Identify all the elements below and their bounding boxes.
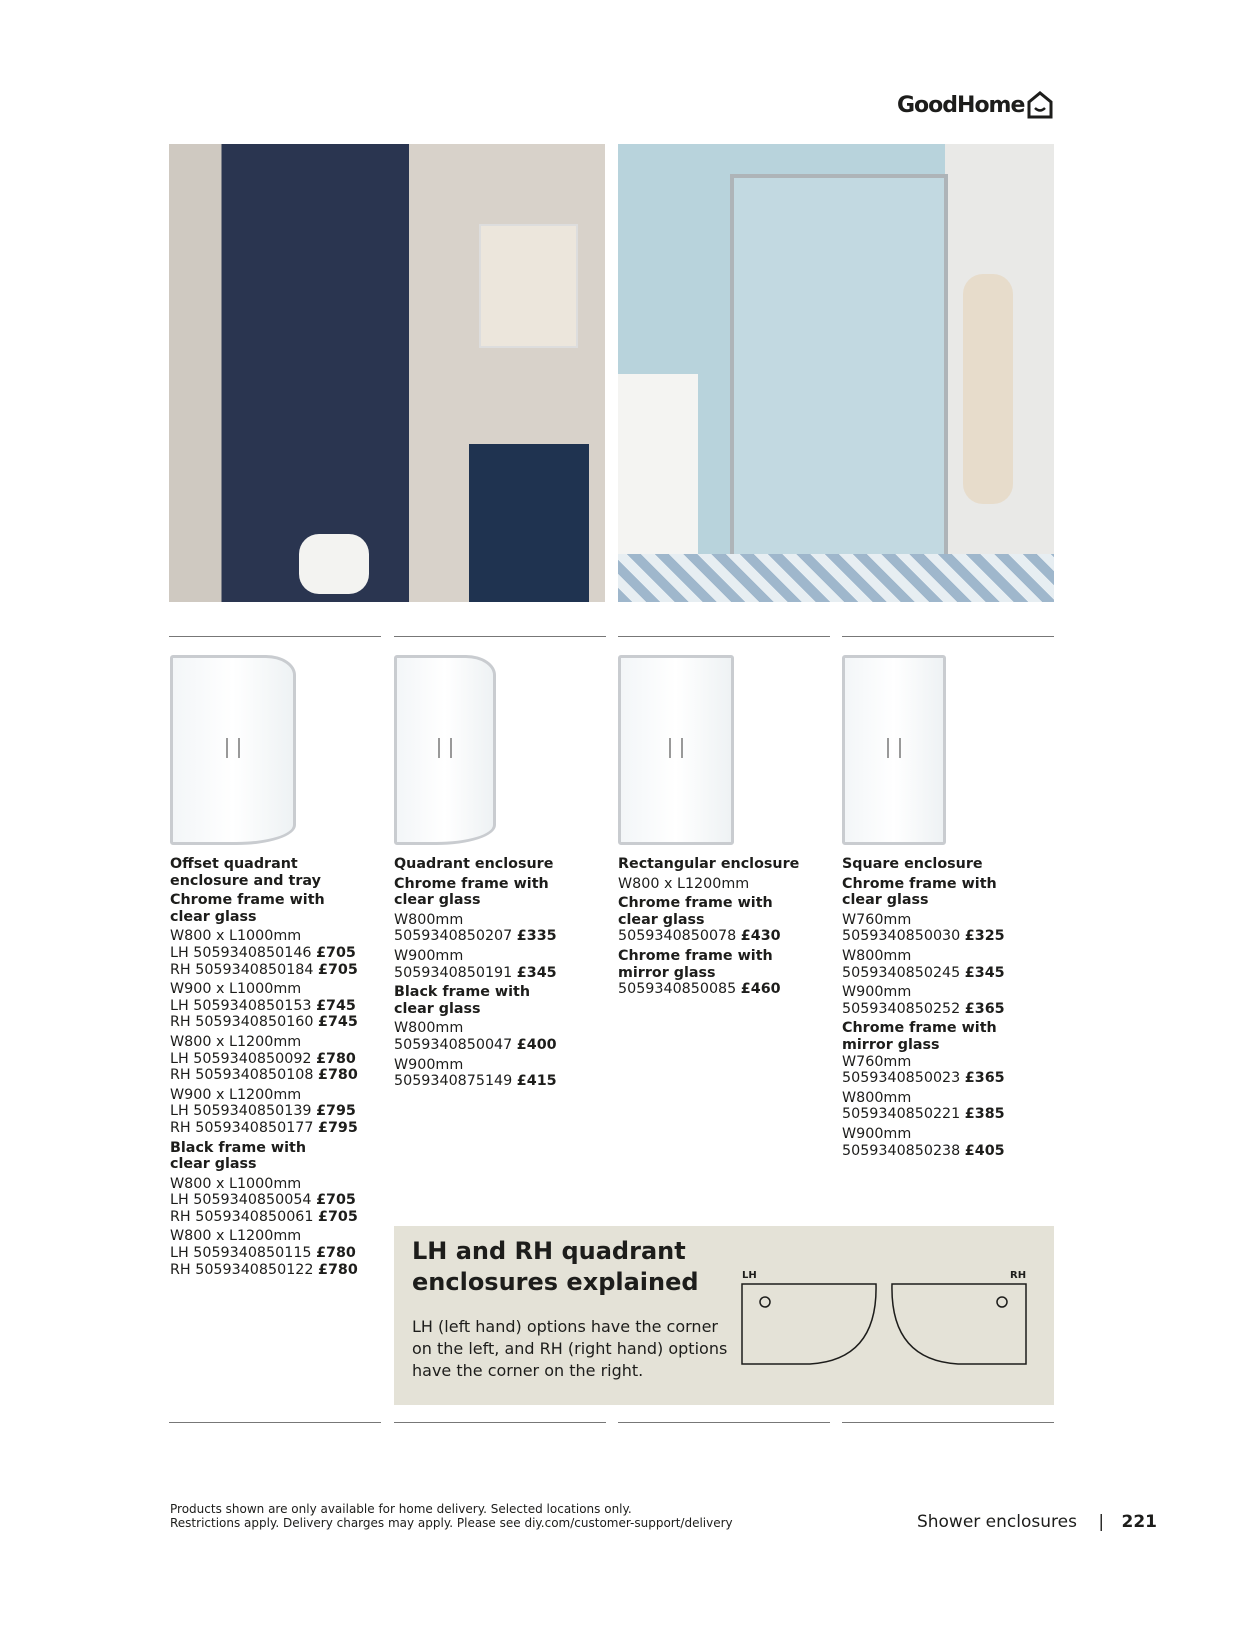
spec-text: W900mm bbox=[394, 1056, 464, 1073]
rectangular-product-image bbox=[618, 655, 734, 845]
spec-heading bbox=[394, 892, 609, 909]
spec-line bbox=[170, 1192, 385, 1209]
lh-drain-icon bbox=[760, 1297, 770, 1307]
spec-text: W800 x L1000mm bbox=[170, 928, 302, 945]
spec-heading bbox=[618, 912, 833, 929]
spec-heading bbox=[618, 895, 833, 912]
spec-text: Offset quadrant bbox=[170, 856, 298, 872]
spec-text: W760mm bbox=[842, 911, 912, 928]
spec-text: 5059340850191 bbox=[394, 964, 513, 981]
spec-heading bbox=[394, 984, 609, 1001]
spec-line bbox=[394, 1037, 609, 1054]
price: £335 bbox=[516, 928, 557, 945]
spec-text: Square enclosure bbox=[842, 856, 983, 872]
spec-line bbox=[170, 1245, 385, 1262]
house-icon bbox=[1026, 90, 1054, 120]
spec-text: W800 x L1000mm bbox=[170, 1175, 302, 1192]
spec-text: 5059340850085 bbox=[618, 981, 737, 998]
price: £795 bbox=[316, 1103, 356, 1120]
spec-text: clear glass bbox=[842, 892, 929, 909]
spec-text: RH 5059340850061 bbox=[170, 1208, 314, 1225]
spec-heading bbox=[394, 876, 609, 893]
spec-text: W900mm bbox=[842, 984, 912, 1001]
spec-line bbox=[170, 1228, 385, 1245]
price: £345 bbox=[964, 964, 1005, 981]
spec-text: W800 x L1200mm bbox=[170, 1033, 302, 1050]
spec-line bbox=[170, 1262, 385, 1279]
spec-text: 5059340850030 bbox=[842, 928, 961, 945]
brand-name: GoodHome bbox=[897, 92, 1025, 118]
page-number: 221 bbox=[1121, 1512, 1157, 1532]
price: £705 bbox=[316, 944, 356, 961]
divider bbox=[842, 1422, 1054, 1423]
spec-heading bbox=[618, 965, 833, 982]
spec-text: 5059340850238 bbox=[842, 1142, 961, 1159]
spec-heading bbox=[170, 909, 385, 926]
spec-heading bbox=[842, 892, 1057, 909]
price: £365 bbox=[964, 1070, 1005, 1087]
square-specs bbox=[842, 856, 1057, 1159]
offset-quadrant-product-image bbox=[170, 655, 296, 845]
spec-line bbox=[842, 1054, 1057, 1071]
spec-text: LH 5059340850054 bbox=[170, 1192, 312, 1209]
price: £780 bbox=[316, 1245, 356, 1262]
price: £780 bbox=[318, 1067, 358, 1084]
spec-line bbox=[170, 1051, 385, 1068]
square-enclosure-bathroom-photo bbox=[618, 144, 1054, 602]
spec-line bbox=[842, 948, 1057, 965]
spec-line bbox=[170, 981, 385, 998]
spec-line bbox=[394, 948, 609, 965]
spec-heading bbox=[842, 1037, 1057, 1054]
price: £325 bbox=[964, 928, 1005, 945]
spec-text: 5059340850078 bbox=[618, 928, 737, 945]
spec-line bbox=[170, 1034, 385, 1051]
divider bbox=[394, 636, 606, 637]
page-footer-label bbox=[917, 1512, 1157, 1532]
spec-text: W800mm bbox=[394, 1020, 464, 1037]
spec-text: W900mm bbox=[842, 1125, 912, 1142]
section-name: Shower enclosures bbox=[916, 1512, 1077, 1532]
spec-line bbox=[618, 981, 833, 998]
spec-line bbox=[394, 1020, 609, 1037]
spec-text: clear glass bbox=[170, 1156, 257, 1173]
spec-text: 5059340850245 bbox=[842, 964, 961, 981]
price: £345 bbox=[516, 964, 557, 981]
spec-text: W800mm bbox=[394, 911, 464, 928]
spec-line bbox=[170, 1176, 385, 1193]
price: £780 bbox=[318, 1261, 358, 1278]
price: £795 bbox=[318, 1119, 358, 1136]
spec-text: W900 x L1000mm bbox=[170, 981, 302, 998]
disclaimer-line: Products shown are only available for home delivery. Selected locations only. bbox=[170, 1502, 632, 1516]
spec-text: enclosure and tray bbox=[170, 872, 321, 889]
spec-text: RH 5059340850108 bbox=[170, 1067, 314, 1084]
price: £415 bbox=[516, 1073, 557, 1090]
spec-heading bbox=[842, 876, 1057, 893]
spec-line bbox=[842, 1106, 1057, 1123]
spec-text: 5059340850023 bbox=[842, 1070, 961, 1087]
spec-line bbox=[170, 1209, 385, 1226]
price: £705 bbox=[316, 1192, 356, 1209]
spec-text: RH 5059340850177 bbox=[170, 1119, 314, 1136]
spec-line bbox=[842, 1126, 1057, 1143]
spec-line bbox=[394, 1073, 609, 1090]
spec-text: Chrome frame with bbox=[842, 875, 997, 892]
spec-text: RH 5059340850160 bbox=[170, 1014, 314, 1031]
disclaimer-line: Restrictions apply. Delivery charges may apply. Please see diy.com/customer-support/delivery bbox=[170, 1516, 733, 1530]
price: £385 bbox=[964, 1106, 1005, 1123]
spec-heading bbox=[394, 856, 609, 873]
divider bbox=[842, 636, 1054, 637]
separator: | bbox=[1098, 1512, 1105, 1532]
spec-text: 5059340850252 bbox=[842, 1000, 961, 1017]
spec-text: W760mm bbox=[842, 1053, 912, 1070]
spec-line bbox=[170, 928, 385, 945]
price: £705 bbox=[318, 1208, 358, 1225]
delivery-disclaimer bbox=[170, 1502, 733, 1530]
rh-drain-icon bbox=[997, 1297, 1007, 1307]
spec-heading bbox=[842, 1020, 1057, 1037]
spec-text: Chrome frame with bbox=[618, 947, 773, 964]
spec-text: Quadrant enclosure bbox=[394, 856, 554, 872]
spec-line bbox=[170, 945, 385, 962]
spec-line bbox=[842, 1143, 1057, 1160]
spec-line bbox=[170, 998, 385, 1015]
spec-text: 5059340850047 bbox=[394, 1036, 513, 1053]
divider bbox=[394, 1422, 606, 1423]
spec-line bbox=[842, 1090, 1057, 1107]
spec-text: Chrome frame with bbox=[170, 892, 325, 909]
spec-text: RH 5059340850184 bbox=[170, 961, 314, 978]
spec-text: clear glass bbox=[170, 908, 257, 925]
spec-line bbox=[842, 1070, 1057, 1087]
spec-text: mirror glass bbox=[842, 1036, 940, 1053]
spec-heading bbox=[170, 1140, 385, 1157]
spec-line bbox=[842, 1001, 1057, 1018]
spec-text: Black frame with bbox=[394, 984, 531, 1001]
spec-line bbox=[170, 962, 385, 979]
offset-quadrant-bathroom-photo bbox=[169, 144, 605, 602]
rh-label: RH bbox=[1010, 1270, 1027, 1281]
spec-text: mirror glass bbox=[618, 964, 716, 981]
spec-line bbox=[618, 928, 833, 945]
quadrant-product-image bbox=[394, 655, 496, 845]
spec-text: Black frame with bbox=[170, 1139, 307, 1156]
spec-text: W800 x L1200mm bbox=[618, 875, 750, 892]
goodhome-logo bbox=[897, 90, 1054, 120]
spec-text: LH 5059340850146 bbox=[170, 944, 312, 961]
spec-text: LH 5059340850153 bbox=[170, 997, 312, 1014]
spec-heading bbox=[170, 1156, 385, 1173]
spec-line bbox=[170, 1103, 385, 1120]
spec-line bbox=[170, 1014, 385, 1031]
spec-text: W800 x L1200mm bbox=[170, 1228, 302, 1245]
square-product-image bbox=[842, 655, 946, 845]
price: £460 bbox=[740, 981, 781, 998]
divider bbox=[618, 1422, 830, 1423]
spec-line bbox=[842, 965, 1057, 982]
spec-line bbox=[842, 912, 1057, 929]
spec-text: 5059340875149 bbox=[394, 1073, 513, 1090]
spec-line bbox=[842, 928, 1057, 945]
explainer-title: LH and RH quadrant enclosures explained bbox=[412, 1237, 699, 1296]
spec-text: Chrome frame with bbox=[842, 1020, 997, 1037]
spec-text: Chrome frame with bbox=[394, 875, 549, 892]
spec-line bbox=[842, 984, 1057, 1001]
spec-line bbox=[394, 1057, 609, 1074]
spec-line bbox=[394, 912, 609, 929]
price: £430 bbox=[740, 928, 781, 945]
spec-heading bbox=[618, 948, 833, 965]
price: £780 bbox=[316, 1050, 356, 1067]
offset-quadrant-specs bbox=[170, 856, 385, 1278]
lh-label: LH bbox=[742, 1270, 757, 1281]
divider bbox=[618, 636, 830, 637]
spec-text: clear glass bbox=[394, 892, 481, 909]
spec-heading bbox=[170, 892, 385, 909]
spec-heading bbox=[394, 1001, 609, 1018]
price: £400 bbox=[516, 1036, 557, 1053]
spec-text: clear glass bbox=[394, 1000, 481, 1017]
spec-line bbox=[394, 965, 609, 982]
lh-rh-diagram bbox=[740, 1282, 1030, 1366]
spec-text: clear glass bbox=[618, 911, 705, 928]
lh-rh-explainer-panel bbox=[394, 1226, 1054, 1405]
rh-tray-shape bbox=[892, 1284, 1026, 1364]
spec-text: W900mm bbox=[394, 947, 464, 964]
spec-line bbox=[170, 1120, 385, 1137]
spec-line bbox=[618, 876, 833, 893]
spec-heading bbox=[618, 856, 833, 873]
spec-heading bbox=[842, 856, 1057, 873]
explainer-body: LH (left hand) options have the corner on the left, and RH (right hand) options have the corner on the right. bbox=[412, 1317, 728, 1380]
price: £745 bbox=[318, 1014, 358, 1031]
spec-text: W800mm bbox=[842, 1089, 912, 1106]
spec-text: 5059340850221 bbox=[842, 1106, 961, 1123]
spec-line bbox=[170, 1087, 385, 1104]
lh-tray-shape bbox=[742, 1284, 876, 1364]
spec-text: Chrome frame with bbox=[618, 895, 773, 912]
spec-line bbox=[394, 928, 609, 945]
rectangular-specs bbox=[618, 856, 833, 998]
spec-text: LH 5059340850139 bbox=[170, 1103, 312, 1120]
spec-text: 5059340850207 bbox=[394, 928, 513, 945]
divider bbox=[169, 1422, 381, 1423]
price: £745 bbox=[316, 997, 356, 1014]
spec-heading bbox=[170, 873, 385, 890]
spec-text: W800mm bbox=[842, 947, 912, 964]
divider bbox=[169, 636, 381, 637]
spec-text: Rectangular enclosure bbox=[618, 856, 800, 872]
spec-text: W900 x L1200mm bbox=[170, 1086, 302, 1103]
spec-line bbox=[170, 1067, 385, 1084]
spec-text: RH 5059340850122 bbox=[170, 1261, 314, 1278]
price: £405 bbox=[964, 1142, 1005, 1159]
spec-text: LH 5059340850092 bbox=[170, 1050, 312, 1067]
spec-text: LH 5059340850115 bbox=[170, 1245, 312, 1262]
price: £705 bbox=[318, 961, 358, 978]
spec-heading bbox=[170, 856, 385, 873]
price: £365 bbox=[964, 1000, 1005, 1017]
quadrant-specs bbox=[394, 856, 609, 1090]
